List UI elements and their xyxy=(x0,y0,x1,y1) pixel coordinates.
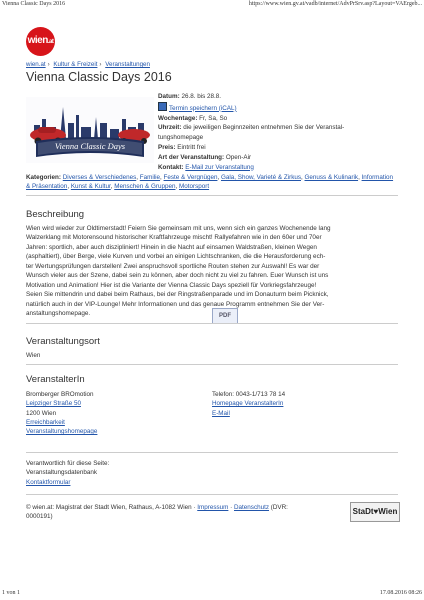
footer-copyright: © wien.at: Magistrat der Stadt Wien, Rathaus, A-1082 Wien xyxy=(26,504,192,511)
organizer-contact xyxy=(212,390,398,418)
info-uhrzeit-cont: tungshomepage xyxy=(158,134,204,142)
print-footer-pages: 1 von 1 xyxy=(2,590,20,596)
info-ical xyxy=(158,102,398,114)
verantwortlich-db: Veranstaltungsdatenbank xyxy=(26,469,98,477)
description-line: Jahren: sportlich, aber auch diszipliniert! Hinein in die Nacht auf einsamen Waldstraßen, kleinen Wegen xyxy=(26,243,317,251)
info-datum: Datum: 26.8. bis 28.8. xyxy=(158,93,222,100)
organizer-city: 1200 Wien xyxy=(26,409,57,417)
print-footer-date: 17.08.2016 08:26 xyxy=(379,590,422,596)
categories: Kategorien: Diverses & Verschiedenes, Familie, Feste & Vergnügen, Gala, Show, Varieté & Zirkus, Genuss & Kulinarik, Information & Präsentation, Kunst & Kultur, Menschen & Gruppen, Motorsport xyxy=(26,174,394,191)
breadcrumb-veranstaltungen[interactable]: Veranstaltungen xyxy=(105,61,150,68)
verantwortlich xyxy=(26,459,226,487)
footer-text: © wien.at: Magistrat der Stadt Wien, Rathaus, A-1082 Wien · Impressum · Datenschutz (DVR: 0000191) xyxy=(26,503,346,522)
category-link[interactable]: Kunst & Kultur xyxy=(70,183,111,191)
description-line: (asphaltiert), über Berge, viele Kurven und vorbei an einigen Lichtschranken, die die Herausforderung ech- xyxy=(26,253,326,261)
breadcrumb-wien-at[interactable]: wien.at xyxy=(26,61,46,68)
description-line: Motivation und Animation! Hier ist die Variante der Vienna Classic Days speziell für Vorkriegsfahrzeuge! xyxy=(26,281,317,289)
category-link[interactable]: Familie xyxy=(139,174,161,181)
divider xyxy=(26,494,398,495)
event-image-logo-text: Vienna Classic Days xyxy=(54,141,126,151)
footer-dvr: (DVR: xyxy=(270,504,288,511)
info-wochentage: Wochentage: Fr, Sa, So xyxy=(158,114,228,122)
event-image-graphic xyxy=(26,97,154,163)
logo-suffix: .at xyxy=(47,39,54,45)
category-link[interactable]: Diverses & Verschiedenes xyxy=(62,174,137,181)
event-image xyxy=(26,97,154,163)
description xyxy=(26,224,398,319)
category-link[interactable]: Motorsport xyxy=(178,183,210,191)
print-header-title: Vienna Classic Days 2016 xyxy=(2,1,66,7)
section-heading-veranstalter: VeranstalterIn xyxy=(26,374,85,385)
calendar-icon xyxy=(158,102,167,111)
section-heading-ort: Veranstaltungsort xyxy=(26,336,100,347)
organizer-street-link[interactable]: Leipziger Straße 50 xyxy=(26,400,81,408)
breadcrumb-separator: › xyxy=(47,61,50,68)
info-art: Art der Veranstaltung: Open-Air xyxy=(158,153,252,161)
description-line: Walzerklang mit Motorensound historischer Kraftfahrzeuge mischt! Rallyefahren wie in den 60er und 70er xyxy=(26,234,322,242)
organizer-email-link[interactable]: E-Mail xyxy=(212,409,230,417)
info-kontakt: Kontakt: E-Mail zur Veranstaltung xyxy=(158,163,254,171)
description-line: anstaltungshomepage. xyxy=(26,310,91,318)
breadcrumb-separator: › xyxy=(99,61,102,68)
category-link[interactable]: Information & Präsentation xyxy=(26,174,394,191)
kontaktformular-link[interactable]: Kontaktformular xyxy=(26,478,71,486)
logo-text: wien xyxy=(27,35,48,46)
divider xyxy=(26,452,398,453)
description-line: Wunsch vieler aus der Szene, dabei sein zu können, aber doch nicht zu viel zu fahren. Euer Wunsch ist uns xyxy=(26,272,329,280)
divider xyxy=(26,195,398,196)
divider xyxy=(26,323,398,324)
info-uhrzeit: Uhrzeit: die jeweiligen Beginnzeiten entnehmen Sie der Veranstal- xyxy=(158,124,345,132)
veranstaltungshomepage-link[interactable]: Veranstaltungshomepage xyxy=(26,428,98,436)
divider xyxy=(26,364,398,365)
verantwortlich-label: Verantwortlich für diese Seite: xyxy=(26,460,110,467)
description-line: ter Wertungsprüfungen darstellen! Zwei anspruchsvoll sportliche Routen stehen zur Auswahl! Es war der xyxy=(26,262,320,270)
datenschutz-link[interactable]: Datenschutz xyxy=(234,504,270,511)
veranstaltungsort-value: Wien xyxy=(26,352,41,359)
kontakt-email-link[interactable]: E-Mail zur Veranstaltung xyxy=(185,163,254,171)
organizer-telefon: Telefon: 0043-1/713 78 14 xyxy=(212,391,286,398)
homepage-veranstalterin-link[interactable]: Homepage VeranstalterIn xyxy=(212,400,284,408)
description-line: Seien Sie mittendrin und dabei beim Rathaus, bei der Ringstraßenparade und im Donauturm beim Picknick, xyxy=(26,291,329,299)
category-link[interactable]: Genuss & Kulinarik xyxy=(304,174,359,181)
organizer-name: Bromberger BROmotion xyxy=(26,391,94,398)
breadcrumb-kultur[interactable]: Kultur & Freizeit xyxy=(53,61,98,68)
category-link[interactable]: Menschen & Gruppen xyxy=(114,183,176,191)
erreichbarkeit-link[interactable]: Erreichbarkeit xyxy=(26,418,65,426)
wien-logo[interactable] xyxy=(26,27,55,56)
info-preis: Preis: Eintritt frei xyxy=(158,143,206,151)
categories-label: Kategorien: xyxy=(26,174,61,181)
print-header-url: https://www.wien.gv.at/vadb/internet/AdvPrSrv.asp?Layout=VAErgeb... xyxy=(248,1,422,7)
stadt-wien-logo[interactable]: StaDt♥Wien xyxy=(350,502,400,522)
category-link[interactable]: Gala, Show, Varieté & Zirkus xyxy=(220,174,301,181)
ical-link[interactable]: Termin speichern (iCAL) xyxy=(169,104,237,112)
event-info xyxy=(158,92,398,172)
breadcrumb xyxy=(26,61,150,68)
impressum-link[interactable]: Impressum xyxy=(197,504,229,511)
page-title: Vienna Classic Days 2016 xyxy=(26,70,172,84)
pdf-badge[interactable]: PDF xyxy=(212,308,238,324)
category-link[interactable]: Feste & Vergnügen xyxy=(163,174,218,181)
description-line: natürlich auch in der VIP-Lounge! Mehr Informationen und das genaue Programm entnehmen Sie der Ver- xyxy=(26,300,325,308)
section-heading-beschreibung: Beschreibung xyxy=(26,209,85,220)
description-line: Wien wird wieder zur Oldtimerstadt! Feiern Sie gemeinsam mit uns, wenn sich ein ganzes Wochenende lang xyxy=(26,225,331,232)
organizer-address xyxy=(26,390,206,436)
footer-dvr-number: 0000191) xyxy=(26,513,53,521)
